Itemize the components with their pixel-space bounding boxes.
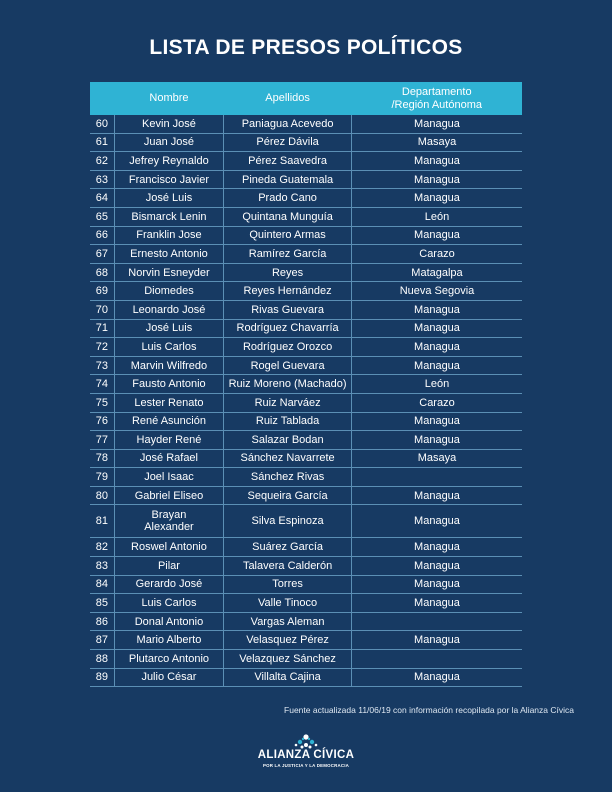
cell-number: 66 [90,226,114,245]
table-row [90,115,522,133]
cell-number: 82 [90,538,114,557]
cell-apellidos: Pérez Dávila [224,133,352,152]
cell-departamento: Masaya [351,133,522,152]
cell-departamento: Carazo [351,393,522,412]
cell-apellidos: Rivas Guevara [224,300,352,319]
cell-nombre: Norvin Esneyder [114,263,223,282]
cell-apellidos: Ruiz Moreno (Machado) [224,375,352,394]
cell-departamento: Managua [351,594,522,613]
page-title: LISTA DE PRESOS POLÍTICOS [149,36,463,59]
cell-number: 88 [90,650,114,669]
cell-number: 84 [90,575,114,594]
cell-departamento: Managua [351,431,522,450]
cell-number: 87 [90,631,114,650]
logo-tagline: POR LA JUSTICIA Y LA DEMOCRACIA [262,763,350,768]
cell-nombre: Joel Isaac [114,468,223,487]
cell-nombre: Marvin Wilfredo [114,356,223,375]
cell-nombre: Franklin Jose [114,226,223,245]
cell-apellidos: Reyes [224,263,352,282]
table-row [90,133,522,152]
table-row [90,650,522,669]
table-row [90,631,522,650]
header-departamento [351,82,522,115]
cell-apellidos: Sánchez Rivas [224,468,352,487]
cell-departamento: Managua [351,226,522,245]
table-row [90,486,522,505]
cell-nombre: José Rafael [114,449,223,468]
cell-apellidos: Reyes Hernández [224,282,352,301]
table-row [90,612,522,631]
cell-departamento: León [351,207,522,226]
cell-departamento: Masaya [351,449,522,468]
cell-apellidos: Rodríguez Orozco [224,338,352,357]
cell-nombre: Gabriel Eliseo [114,486,223,505]
cell-nombre: Julio César [114,668,223,687]
cell-number: 63 [90,170,114,189]
cell-number: 72 [90,338,114,357]
cell-number: 61 [90,133,114,152]
table-row [90,170,522,189]
cell-nombre: Mario Alberto [114,631,223,650]
table-row [90,594,522,613]
cell-nombre: Leonardo José [114,300,223,319]
cell-number: 83 [90,557,114,576]
table-row [90,263,522,282]
cell-number: 81 [90,505,114,538]
cell-number: 79 [90,468,114,487]
cell-apellidos: Sequeira García [224,486,352,505]
cell-departamento: Managua [351,486,522,505]
cell-nombre: Hayder René [114,431,223,450]
cell-departamento: Managua [351,631,522,650]
cell-apellidos: Valle Tinoco [224,594,352,613]
cell-nombre: Gerardo José [114,575,223,594]
cell-apellidos: Velasquez Pérez [224,631,352,650]
cell-nombre: Fausto Antonio [114,375,223,394]
table-row [90,557,522,576]
header-apellidos: Apellidos [224,82,352,115]
cell-apellidos: Rogel Guevara [224,356,352,375]
cell-nombre: Luis Carlos [114,338,223,357]
cell-apellidos: Ramírez García [224,245,352,264]
cell-departamento: Nueva Segovia [351,282,522,301]
table-row [90,319,522,338]
cell-apellidos: Torres [224,575,352,594]
cell-nombre: Jefrey Reynaldo [114,152,223,171]
table-header-row [90,82,522,115]
cell-departamento: Managua [351,575,522,594]
alianza-civica-logo [256,733,356,777]
cell-departamento: Managua [351,412,522,431]
cell-number: 71 [90,319,114,338]
table-row [90,412,522,431]
cell-nombre: Roswel Antonio [114,538,223,557]
cell-nombre: Brayan Alexander [114,505,223,538]
cell-apellidos: Silva Espinoza [224,505,352,538]
cell-apellidos: Quintana Munguía [224,207,352,226]
table-row [90,300,522,319]
header-departamento-label: Departamento /Región Autónoma [391,85,482,111]
cell-number: 86 [90,612,114,631]
cell-nombre: Juan José [114,133,223,152]
cell-apellidos: Ruiz Tablada [224,412,352,431]
cell-apellidos: Suárez García [224,538,352,557]
cell-apellidos: Prado Cano [224,189,352,208]
cell-apellidos: Paniagua Acevedo [224,115,352,133]
cell-departamento: Managua [351,170,522,189]
cell-departamento: Managua [351,300,522,319]
table-row [90,207,522,226]
cell-apellidos: Ruiz Narváez [224,393,352,412]
cell-departamento: Managua [351,189,522,208]
cell-number: 85 [90,594,114,613]
cell-departamento: Managua [351,538,522,557]
table-row [90,575,522,594]
cell-number: 76 [90,412,114,431]
cell-nombre: Kevin José [114,115,223,133]
cell-apellidos: Quintero Armas [224,226,352,245]
cell-departamento: Managua [351,152,522,171]
logo-name: ALIANZA CÍVICA [257,749,355,761]
cell-nombre: Francisco Javier [114,170,223,189]
cell-apellidos: Pérez Saavedra [224,152,352,171]
cell-number: 67 [90,245,114,264]
cell-number: 77 [90,431,114,450]
table-row [90,152,522,171]
table-row [90,431,522,450]
cell-apellidos: Vargas Aleman [224,612,352,631]
table-row [90,338,522,357]
cell-nombre: Donal Antonio [114,612,223,631]
cell-departamento: Carazo [351,245,522,264]
table-row [90,226,522,245]
table-row [90,245,522,264]
cell-apellidos: Pineda Guatemala [224,170,352,189]
cell-number: 89 [90,668,114,687]
cell-departamento [351,468,522,487]
table-row [90,356,522,375]
cell-nombre: Diomedes [114,282,223,301]
table-row [90,282,522,301]
cell-nombre: Lester Renato [114,393,223,412]
cell-departamento [351,650,522,669]
cell-departamento: Managua [351,505,522,538]
cell-nombre: José Luis [114,189,223,208]
prisoner-table [90,82,522,687]
cell-nombre: Ernesto Antonio [114,245,223,264]
cell-departamento: Matagalpa [351,263,522,282]
cell-nombre: Plutarco Antonio [114,650,223,669]
cell-apellidos: Talavera Calderón [224,557,352,576]
cell-departamento [351,612,522,631]
table-row [90,468,522,487]
cell-apellidos: Rodríguez Chavarría [224,319,352,338]
cell-apellidos: Sánchez Navarrete [224,449,352,468]
cell-departamento: Managua [351,338,522,357]
cell-nombre: Pilar [114,557,223,576]
table-row [90,449,522,468]
cell-departamento: Managua [351,319,522,338]
cell-departamento: Managua [351,115,522,133]
cell-number: 64 [90,189,114,208]
cell-number: 65 [90,207,114,226]
cell-nombre: José Luis [114,319,223,338]
cell-departamento: León [351,375,522,394]
cell-number: 75 [90,393,114,412]
cell-number: 70 [90,300,114,319]
cell-number: 74 [90,375,114,394]
source-footnote: Fuente actualizada 11/06/19 con información recopilada por la Alianza Cívica [284,705,574,715]
table-row [90,189,522,208]
cell-nombre: René Asunción [114,412,223,431]
cell-departamento: Managua [351,668,522,687]
cell-number: 62 [90,152,114,171]
table-row [90,505,522,538]
table-row [90,538,522,557]
cell-number: 69 [90,282,114,301]
cell-nombre: Bismarck Lenin [114,207,223,226]
header-number [90,82,114,115]
cell-departamento: Managua [351,356,522,375]
cell-nombre: Luis Carlos [114,594,223,613]
cell-apellidos: Velazquez Sánchez [224,650,352,669]
cell-apellidos: Villalta Cajina [224,668,352,687]
cell-number: 68 [90,263,114,282]
cell-number: 80 [90,486,114,505]
table-row [90,668,522,687]
cell-number: 78 [90,449,114,468]
cell-number: 60 [90,115,114,133]
table-row [90,393,522,412]
cell-apellidos: Salazar Bodan [224,431,352,450]
header-nombre: Nombre [114,82,223,115]
cell-number: 73 [90,356,114,375]
table-row [90,375,522,394]
cell-departamento: Managua [351,557,522,576]
